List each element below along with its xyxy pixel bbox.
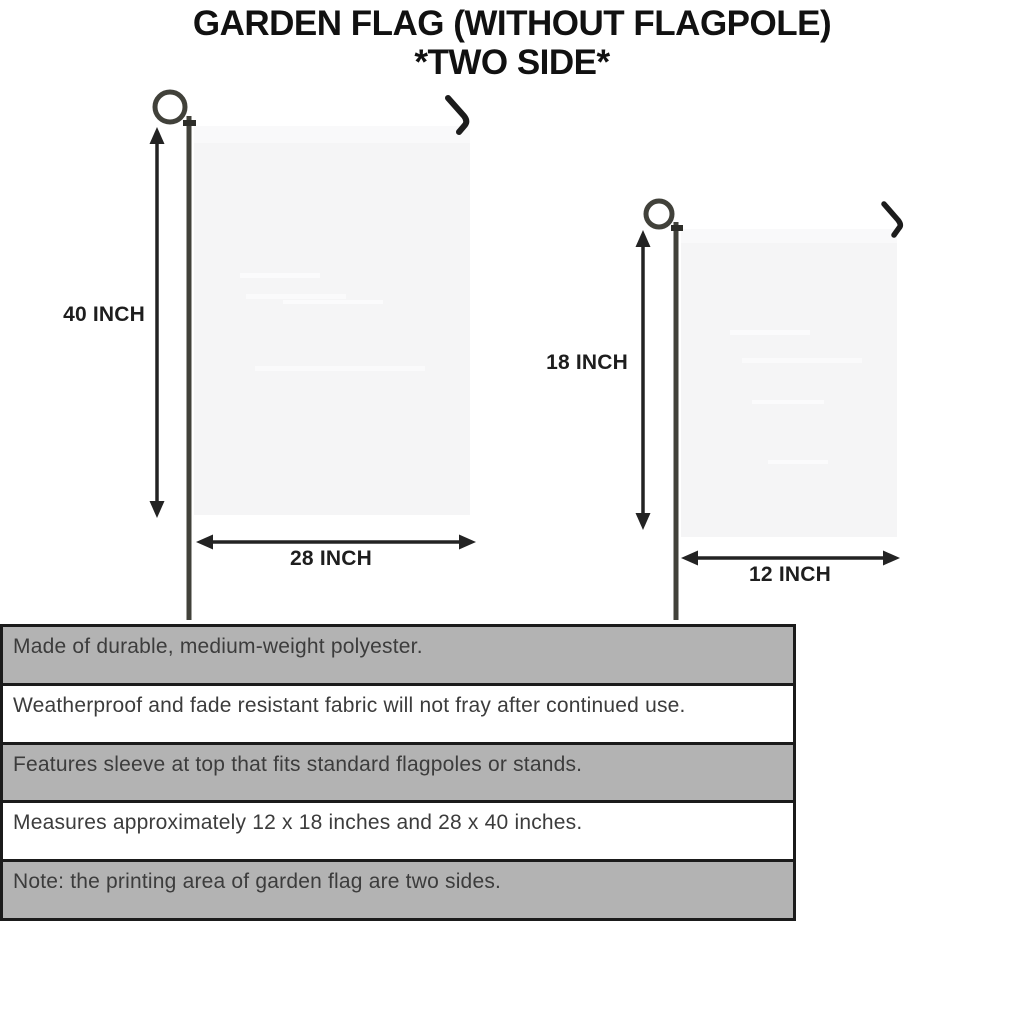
small-flag-height-arrow [636,230,651,530]
large-flag-fabric [194,126,470,515]
large-flag-width-label: 28 INCH [290,547,372,570]
large-flagpole-icon [155,92,196,620]
title-line-2: *TWO SIDE* [414,43,610,82]
large-flag-height-label: 40 INCH [63,303,145,326]
feature-row-weatherproof: Weatherproof and fade resistant fabric will not fray after continued use. [3,683,793,742]
small-flag-width-label: 12 INCH [749,563,831,586]
large-flag-sleeve [194,126,470,143]
small-flag-height-label: 18 INCH [546,351,628,374]
large-flag-height-arrow [150,127,165,518]
small-flagpole-icon [646,201,683,620]
feature-row-sleeve: Features sleeve at top that fits standard flagpoles or stands. [3,742,793,801]
feature-row-material: Made of durable, medium-weight polyester. [3,627,793,683]
title-line-1: GARDEN FLAG (WITHOUT FLAGPOLE) [192,4,832,43]
small-flag-fabric [681,229,897,537]
small-flag-sleeve [681,229,897,243]
features-table [0,624,796,921]
large-flag-diagram [150,92,477,620]
small-flag-diagram [636,201,901,620]
feature-row-measurements: Measures approximately 12 x 18 inches and 28 x 40 inches. [3,800,793,859]
feature-row-note: Note: the printing area of garden flag are two sides. [3,859,793,918]
